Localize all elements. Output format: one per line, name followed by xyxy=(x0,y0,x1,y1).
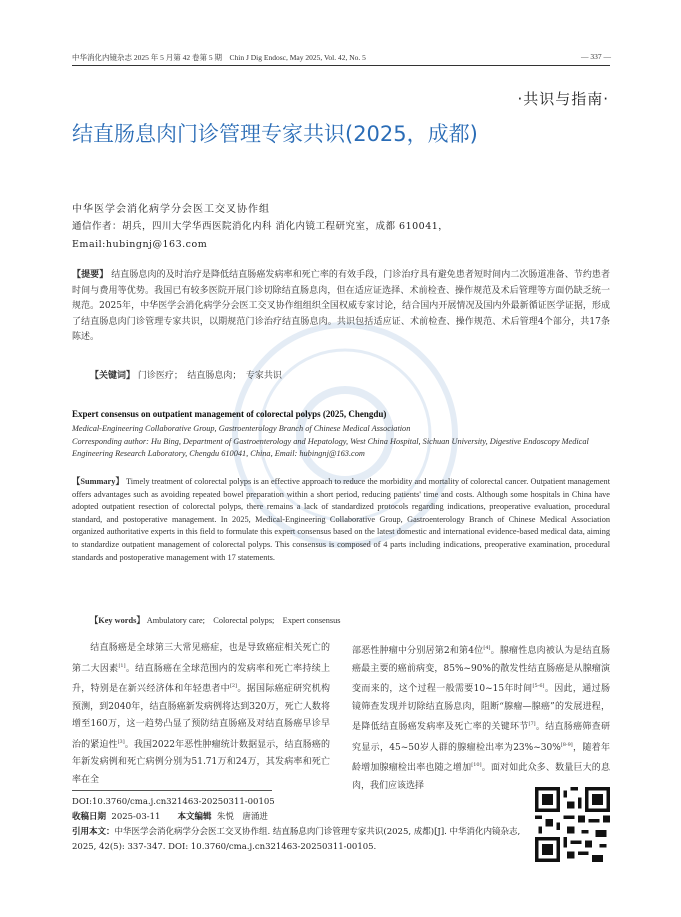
body-text: 。结直肠癌在全球范围内的发病率和死亡率持续上升，特别是在新兴经济体和年轻患者中 xyxy=(72,663,330,694)
cite-text: 中华医学会消化病学分会医工交叉协作组. 结直肠息肉门诊管理专家共识(2025, 成都)[J]. 中华消化内镜杂志, 2025, 42(5): 337-347. DOI: 10.3760/cma.j.cn321463-20250311-00105. xyxy=(72,827,521,852)
body-text: 。我国2022年恶性肿瘤统计数据显示，结直肠癌的年新发病例和死亡病例分别为51.71万和24万，其发病率和死亡率在全 xyxy=(72,739,330,785)
citation[interactable]: [2] xyxy=(229,683,238,689)
section-tag: ·共识与指南· xyxy=(517,90,609,108)
citation[interactable]: [3] xyxy=(117,738,125,745)
correspondence-email: Email:hubingnj@163.com xyxy=(72,239,208,250)
english-keywords-text: Ambulatory care; Colorectal polyps; Expert consensus xyxy=(146,616,341,625)
english-meta xyxy=(72,423,610,461)
body-column-right xyxy=(352,640,610,795)
body-text: 。结直肠癌筛查研究显示，45~50岁人群的腺瘤检出率为23%~30% xyxy=(352,722,610,753)
editor-label: 本文编辑 xyxy=(177,812,212,822)
body-text: 部恶性肿瘤中分别居第2和第4位 xyxy=(352,646,484,656)
citation[interactable]: [7] xyxy=(528,721,536,727)
citation[interactable]: [10] xyxy=(471,762,482,768)
english-keywords xyxy=(90,614,340,626)
body-text: 。面对如此众多、数量巨大的息肉，我们应该选择 xyxy=(352,763,610,791)
correspondence-line: 通信作者：胡兵，四川大学华西医院消化内科 消化内镜工程研究室，成都 610041， xyxy=(72,221,449,232)
body-column-left xyxy=(72,640,330,789)
english-abstract xyxy=(72,476,610,564)
received-line xyxy=(72,810,522,825)
keywords-cn xyxy=(90,368,282,381)
editor-names: 朱悦 唐涌进 xyxy=(216,812,268,822)
english-title: Expert consensus on outpatient management of colorectal polyps (2025, Chengdu) xyxy=(72,409,387,419)
abstract-text: 结直肠息肉的及时治疗是降低结直肠癌发病率和死亡率的有效手段，门诊治疗具有避免患者短时间内二次肠道准备、节约患者时间与费用等优势。我国已有较多医院开展门诊切除结直肠息肉，但在适应证选择、术前检查、操作规范及术后管理等方面仍缺乏统一规范。2025年，中华医学会消化病学分会医工交叉协作组组织全国权威专家讨论，结合国内开展情况及国内外最新循证医学证据，形成了结直肠息肉门诊管理专家共识，以期规范门诊治疗结直肠息肉。共识包括适应证、术前检查、操作规范、术后管理4个部分，共17条陈述。 xyxy=(72,270,610,342)
article-title: 结直肠息肉门诊管理专家共识(2025，成都) xyxy=(72,122,478,146)
header-rule xyxy=(72,65,610,66)
english-corr: Corresponding author: Hu Bing, Department of Gastroenterology and Hepatology, West China Hospital, Sichuan University, Digestive Endoscopy Medical Engineering Research Laboratory, Chengdu 610041, China, Email: hubingnj@163.com xyxy=(72,436,589,459)
author-organization: 中华医学会消化病学分会医工交叉协作组 xyxy=(72,204,270,215)
correspondence xyxy=(72,218,617,254)
body-text: 。腺瘤性息肉被认为是结直肠癌最主要的癌前病变，85%~90%的散发性结直肠癌是从腺瘤演变而来的，这个过程一般需要10~15年时间 xyxy=(352,646,610,694)
abstract-cn xyxy=(72,268,610,346)
english-group: Medical-Engineering Collaborative Group, Gastroenterology Branch of Chinese Medical Association xyxy=(72,424,411,433)
abstract-label: 【提要】 xyxy=(72,270,109,280)
running-header-left: 中华消化内镜杂志 2025 年 5 月第 42 卷第 5 期 Chin J Dig Endosc, May 2025, Vol. 42, No. 5 xyxy=(72,53,366,62)
keywords-label: 【关键词】 xyxy=(90,371,136,381)
body-text: 结直肠癌是全球第三大常见癌症，也是导致癌症相关死亡的第二大因素 xyxy=(72,643,330,674)
english-summary-text: Timely treatment of colorectal polyps is an effective approach to reduce the morbidity and mortality of colorectal cancer. Outpatient management offers advantages such as avoiding repeated bowel preparation within a short period, reducing patients' time and costs. Although some hospitals in China have adopted outpatient resection of colorectal polyps, there remains a lack of standardized protocols regarding indications, preoperative evaluation, procedural standard, and postoperative management. In 2025, Medical-Engineering Collaborative Group, Gastroenterology Branch of Chinese Medical Association organized authoritative experts in this field to formulate this expert consensus based on the latest domestic and international evidence-based medical data, aiming to standardize outpatient management of colorectal polyps. This consensus is composed of 4 parts including indications, preoperative examination, procedural standards and postoperative management with 17 statements. xyxy=(72,477,610,562)
citation[interactable]: [8-9] xyxy=(560,741,573,748)
cite-label: 引用本文： xyxy=(72,827,115,837)
citation[interactable]: [5-6] xyxy=(532,683,545,689)
received-date: 2025-03-11 xyxy=(111,812,161,822)
qr-code-icon[interactable] xyxy=(535,787,610,862)
footnote-rule xyxy=(72,790,272,791)
keywords-text: 门诊医疗； 结直肠息肉； 专家共识 xyxy=(137,371,282,381)
body-text: 。因此，通过肠镜筛查发现并切除结直肠息肉，阻断“腺瘤—腺癌”的发展进程，是降低结直肠癌发病率及死亡率的关键环节 xyxy=(352,684,610,732)
body-text: 。据国际癌症研究机构预测，到2040年，结直肠癌新发病例将达到320万，死亡人数将增至160万，这一趋势凸显了预防结直肠癌及对结直肠癌早诊早治的紧迫性 xyxy=(72,684,330,750)
citation[interactable]: [4] xyxy=(483,645,491,651)
citation-block xyxy=(72,825,522,855)
english-keywords-label: 【Key words】 xyxy=(90,616,145,625)
doi-line[interactable]: DOI:10.3760/cma.j.cn321463-20250311-00105 xyxy=(72,797,275,807)
citation[interactable]: [1] xyxy=(118,662,126,669)
body-text: ，随着年龄增加腺瘤检出率也随之增加 xyxy=(352,742,610,773)
english-summary-label: 【Summary】 xyxy=(72,477,124,486)
page-number: — 337 — xyxy=(581,52,611,61)
received-label: 收稿日期 xyxy=(72,812,107,822)
